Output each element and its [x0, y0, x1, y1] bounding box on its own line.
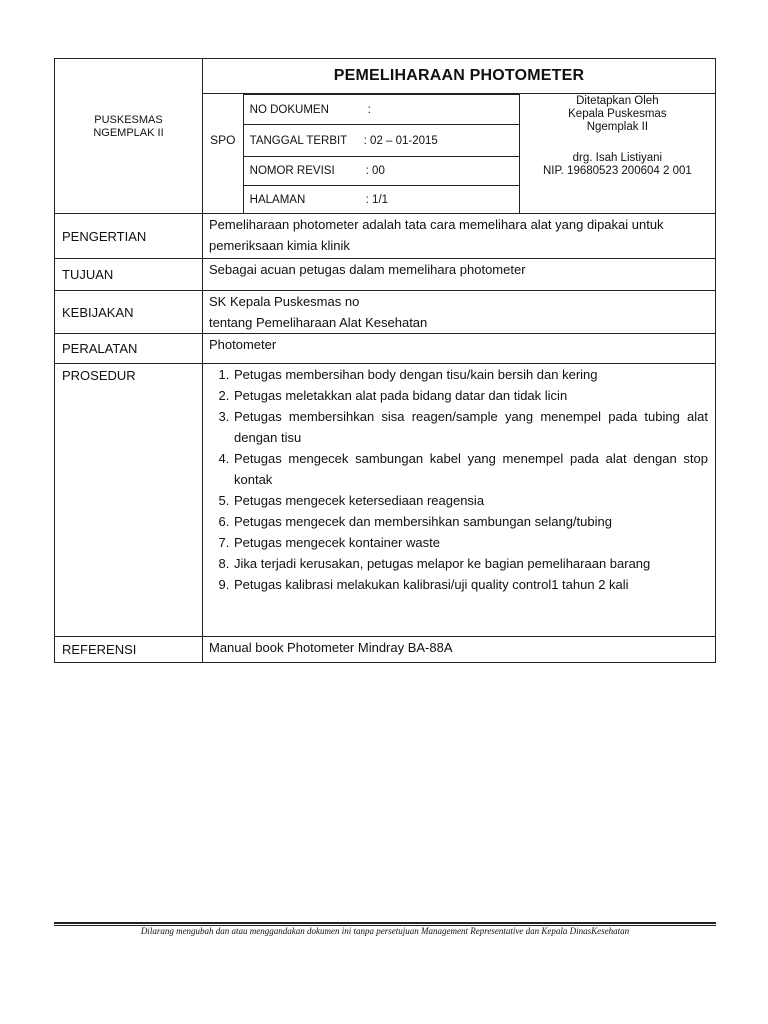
footer-disclaimer: Dilarang mengubah dan atau menggandakan dokumen ini tanpa persetujuan Management Representative dan Kepala DinasKesehatan [140, 926, 630, 936]
spo-label: SPO [203, 95, 243, 214]
procedure-list [209, 364, 708, 595]
meta-value: : 1/1 [365, 193, 389, 206]
peralatan-label: PERALATAN [55, 334, 203, 364]
header-detail-cell [203, 94, 716, 214]
pengertian-label: PENGERTIAN [55, 214, 203, 259]
org-unit: NGEMPLAK II [93, 127, 164, 139]
procedure-step: 9. Petugas kalibrasi melakukan kalibrasi/uji quality control1 tahun 2 kali [233, 574, 708, 595]
procedure-step: 2. Petugas meletakkan alat pada bidang datar dan tidak licin [233, 385, 708, 406]
meta-tanggal-terbit [243, 125, 519, 157]
sop-document [54, 58, 716, 663]
referensi-label: REFERENSI [55, 637, 203, 663]
meta-value: : 00 [365, 165, 385, 177]
kebijakan-cell [203, 291, 716, 334]
signer-nip: NIP. 19680523 200604 2 001 [542, 164, 692, 177]
approval-line: Ngemplak II [586, 120, 649, 133]
approval-line: Ditetapkan Oleh [576, 94, 659, 107]
procedure-step: 5. Petugas mengecek ketersediaan reagensia [233, 490, 708, 511]
kebijakan-line: SK Kepala Puskesmas no [209, 294, 360, 309]
header-detail-table [203, 94, 715, 213]
procedure-step: 1. Petugas membersihan body dengan tisu/kain bersih dan kering [233, 364, 708, 385]
meta-key: NOMOR REVISI [249, 165, 335, 177]
meta-nomor-revisi [243, 157, 519, 186]
kebijakan-label: KEBIJAKAN [55, 291, 203, 334]
meta-key: TANGGAL TERBIT [249, 134, 348, 147]
meta-value: : 02 – 01-2015 [363, 134, 438, 147]
procedure-step: 6. Petugas mengecek dan membersihkan sambungan selang/tubing [233, 511, 708, 532]
kebijakan-line: tentang Pemeliharaan Alat Kesehatan [209, 315, 428, 330]
prosedur-label: PROSEDUR [55, 364, 203, 637]
signer-name: drg. Isah Listiyani [572, 151, 663, 164]
referensi-text: Manual book Photometer Mindray BA-88A [203, 637, 716, 663]
procedure-step: 3. Petugas membersihkan sisa reagen/sample yang menempel pada tubing alat dengan tisu [233, 406, 708, 448]
meta-key: NO DOKUMEN [249, 103, 329, 116]
approval-cell [519, 95, 715, 214]
tujuan-text: Sebagai acuan petugas dalam memelihara photometer [203, 259, 716, 291]
tujuan-label: TUJUAN [55, 259, 203, 291]
org-name: PUSKESMAS [94, 114, 163, 126]
approval-line: Kepala Puskesmas [568, 107, 667, 120]
procedure-step: 4. Petugas mengecek sambungan kabel yang menempel pada alat dengan stop kontak [233, 448, 708, 490]
pengertian-text: Pemeliharaan photometer adalah tata cara memelihara alat yang dipakai untuk pemeriksaan kimia klinik [203, 214, 716, 259]
document-title: PEMELIHARAAN PHOTOMETER [203, 59, 716, 94]
meta-no-dokumen [243, 95, 519, 125]
meta-key: HALAMAN [249, 193, 306, 206]
meta-halaman [243, 186, 519, 214]
procedure-step: 7. Petugas mengecek kontainer waste [233, 532, 708, 553]
procedure-step: 8. Jika terjadi kerusakan, petugas melapor ke bagian pemeliharaan barang [233, 553, 708, 574]
meta-value: : [367, 103, 371, 116]
peralatan-text: Photometer [203, 334, 716, 364]
prosedur-cell [203, 364, 716, 637]
organization-cell [55, 59, 203, 214]
footer-divider [54, 922, 716, 924]
